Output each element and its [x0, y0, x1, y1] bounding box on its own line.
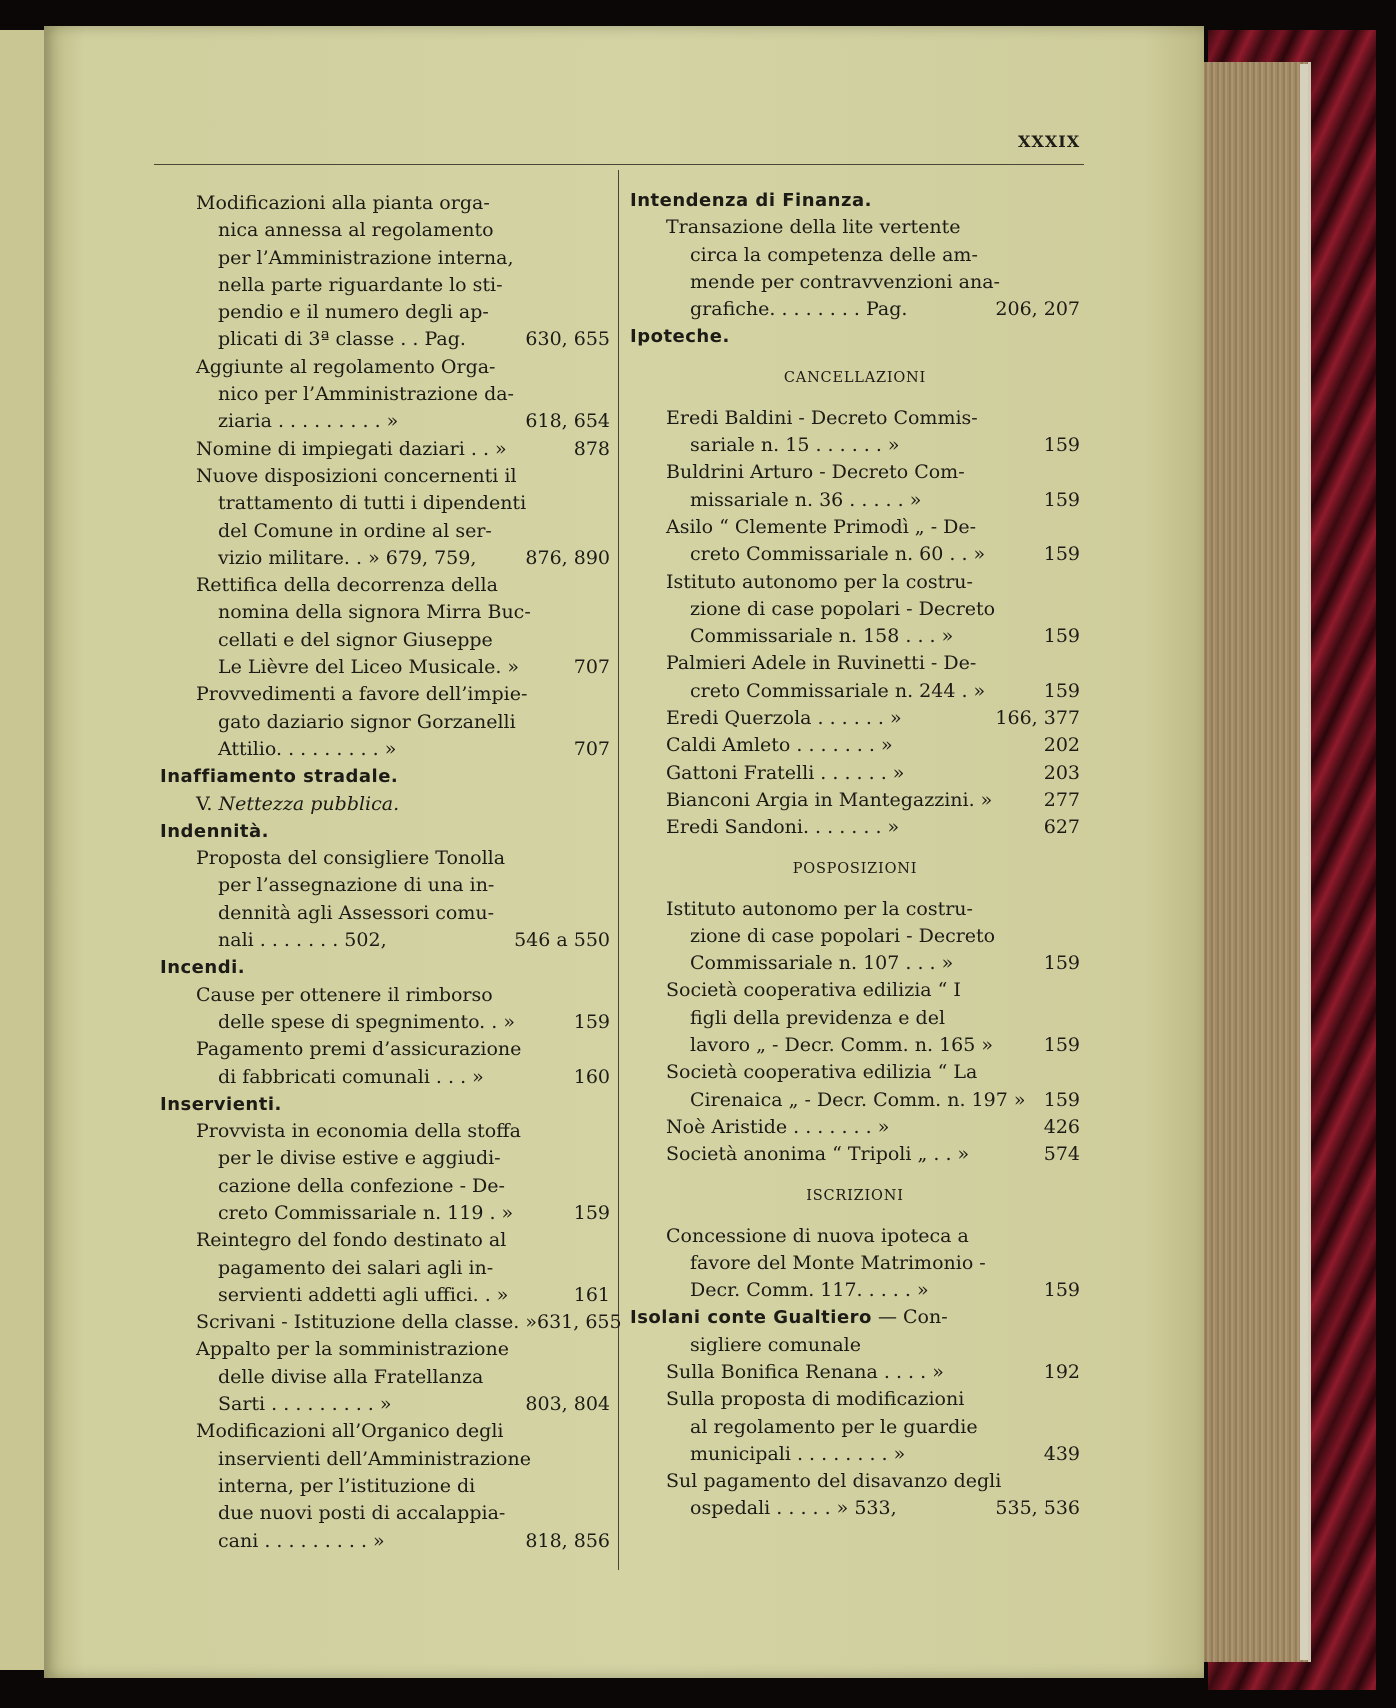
page-ref: 159 [1043, 543, 1080, 566]
index-entry [630, 1114, 1080, 1141]
index-entry [160, 1391, 610, 1418]
column-divider [618, 170, 619, 1570]
entry-text: creto Commissariale n. 60 . . » [690, 543, 986, 566]
index-line: Concessione di nuova ipoteca a [666, 1224, 969, 1247]
entry-text: di fabbricati comunali . . . » [218, 1065, 484, 1088]
index-line: Cause per ottenere il rimborso [196, 983, 493, 1006]
page-ref: 161 [573, 1283, 610, 1306]
page-ref: 159 [1043, 1279, 1080, 1302]
index-entry [160, 654, 610, 681]
index-entry [160, 545, 610, 572]
index-line: nella parte riguardante lo sti- [218, 273, 503, 296]
heading-rest: — Con- [871, 1306, 948, 1329]
entry-text: Sulla Bonifica Renana . . . . » [666, 1360, 944, 1383]
entry-text: Società anonima “ Tripoli „ . . » [666, 1143, 970, 1166]
index-heading [630, 1304, 1080, 1331]
index-heading: Incendi. [160, 957, 246, 979]
page-ref: 159 [1043, 625, 1080, 648]
page-ref: 818, 856 [525, 1529, 610, 1552]
index-entry [630, 678, 1080, 705]
index-entry [160, 1064, 610, 1091]
page-ref: 627 [1043, 816, 1080, 839]
page-edge-highlight [1300, 64, 1308, 1660]
index-heading: Indennità. [160, 820, 269, 842]
page-ref: 535, 536 [995, 1497, 1080, 1520]
index-entry [160, 326, 610, 353]
index-line: Aggiunte al regolamento Orga- [196, 355, 496, 378]
index-line: al regolamento per le guardie [690, 1415, 978, 1438]
index-line: zione di case popolari - Decreto [690, 597, 996, 620]
page-number: XXXIX [1018, 132, 1081, 151]
index-line: Sulla proposta di modificazioni [666, 1388, 965, 1411]
index-entry [160, 1282, 610, 1309]
entry-text: Eredi Querzola . . . . . . » [666, 707, 902, 730]
see-target: Nettezza pubblica. [218, 792, 400, 815]
page-ref: 426 [1043, 1115, 1080, 1138]
entry-text: Commissariale n. 107 . . . » [690, 952, 954, 975]
index-line: per l’Amministrazione interna, [218, 246, 514, 269]
index-entry [630, 1141, 1080, 1168]
entry-text: Cirenaica „ - Decr. Comm. n. 197 » [690, 1088, 1026, 1111]
page-ref: 203 [1043, 761, 1080, 784]
entry-text: Nomine di impiegati daziari . . » [196, 437, 507, 460]
index-line: Transazione della lite vertente [666, 216, 961, 239]
index-entry [630, 487, 1080, 514]
entry-text: Caldi Amleto . . . . . . . » [666, 734, 893, 757]
index-entry [630, 432, 1080, 459]
index-line: Istituto autonomo per la costru- [666, 570, 973, 593]
page-ref: 878 [573, 437, 610, 460]
entry-text: creto Commissariale n. 244 . » [690, 679, 986, 702]
index-line: inservienti dell’Amministrazione [218, 1447, 531, 1470]
page-ref: 803, 804 [525, 1393, 610, 1416]
page-ref: 574 [1043, 1143, 1080, 1166]
index-line: Istituto autonomo per la costru- [666, 897, 973, 920]
page-ref: 707 [573, 656, 610, 679]
page-ref: 546 a 550 [514, 929, 610, 952]
index-line: Palmieri Adele in Ruvinetti - De- [666, 652, 977, 675]
entry-text: ziaria . . . . . . . . . » [218, 410, 399, 433]
entry-text: sariale n. 15 . . . . . . » [690, 434, 900, 457]
index-entry [630, 1277, 1080, 1304]
index-entry [160, 927, 610, 954]
index-line: gato daziario signor Gorzanelli [218, 710, 516, 733]
page-ref: 159 [1043, 1034, 1080, 1057]
page-ref: 159 [1043, 952, 1080, 975]
index-line: Provvedimenti a favore dell’impie- [196, 683, 528, 706]
section-label: POSPOSIZIONI [792, 860, 918, 877]
header-rule [154, 164, 1084, 165]
page-ref: 160 [573, 1065, 610, 1088]
index-line: Reintegro del fondo destinato al [196, 1229, 507, 1252]
entry-text: missariale n. 36 . . . . . » [690, 488, 922, 511]
index-entry [630, 1495, 1080, 1522]
page-ref: 277 [1043, 788, 1080, 811]
index-entry [630, 705, 1080, 732]
index-entry [630, 732, 1080, 759]
index-line: trattamento di tutti i dipendenti [218, 492, 527, 515]
page-ref: 631, 655 [537, 1311, 622, 1334]
entry-text: Scrivani - Istituzione della classe. » [196, 1311, 537, 1334]
entry-text: Sarti . . . . . . . . . » [218, 1393, 392, 1416]
page-ref: 439 [1043, 1442, 1080, 1465]
index-entry [630, 814, 1080, 841]
entry-text: delle spese di spegnimento. . » [218, 1010, 515, 1033]
index-line: per l’assegnazione di una in- [218, 874, 495, 897]
entry-text: grafiche. . . . . . . . Pag. [690, 298, 908, 321]
entry-text: Noè Aristide . . . . . . . » [666, 1115, 890, 1138]
entry-text: Decr. Comm. 117. . . . . » [690, 1279, 929, 1302]
index-line: interna, per l’istituzione di [218, 1474, 476, 1497]
page-ref: 202 [1043, 734, 1080, 757]
entry-text: Gattoni Fratelli . . . . . . » [666, 761, 905, 784]
index-line: Società cooperativa edilizia “ La [666, 1061, 978, 1084]
page-ref: 159 [1043, 434, 1080, 457]
index-line: circa la competenza delle am- [690, 243, 978, 266]
index-entry [630, 1087, 1080, 1114]
index-line: Eredi Baldini - Decreto Commis- [666, 406, 978, 429]
page-ref: 159 [1043, 488, 1080, 511]
index-entry [160, 1528, 610, 1555]
page-ref: 618, 654 [525, 410, 610, 433]
index-entry [630, 541, 1080, 568]
index-line: Modificazioni all’Organico degli [196, 1420, 504, 1443]
index-line: nica annessa al regolamento [218, 219, 494, 242]
index-line: nomina della signora Mirra Buc- [218, 601, 531, 624]
index-line: figli della previdenza e del [690, 1006, 946, 1029]
index-entry [630, 1032, 1080, 1059]
index-line: Pagamento premi d’assicurazione [196, 1038, 522, 1061]
index-entry [160, 1009, 610, 1036]
index-entry [630, 787, 1080, 814]
index-line: Appalto per la somministrazione [196, 1338, 509, 1361]
section-label: ISCRIZIONI [806, 1187, 904, 1204]
page-ref: 159 [1043, 1088, 1080, 1111]
entry-text: Le Lièvre del Liceo Musicale. » [218, 656, 520, 679]
index-line: nico per l’Amministrazione da- [218, 383, 514, 406]
index-entry [630, 1359, 1080, 1386]
index-entry [160, 1200, 610, 1227]
index-line: cellati e del signor Giuseppe [218, 628, 493, 651]
entry-text: creto Commissariale n. 119 . » [218, 1201, 514, 1224]
entry-text: lavoro „ - Decr. Comm. n. 165 » [690, 1034, 994, 1057]
entry-text: Attilio. . . . . . . . . » [218, 737, 397, 760]
page-ref: 630, 655 [525, 328, 610, 351]
index-entry [630, 623, 1080, 650]
entry-text: Commissariale n. 158 . . . » [690, 625, 954, 648]
index-heading: Inaffiamento stradale. [160, 766, 399, 788]
page-edges [1198, 62, 1311, 1662]
entry-text: ospedali . . . . . » 533, [690, 1497, 897, 1520]
index-line: del Comune in ordine al ser- [218, 519, 492, 542]
left-column [160, 190, 622, 1555]
page-ref: 159 [1043, 679, 1080, 702]
page-ref: 159 [573, 1201, 610, 1224]
index-entry [630, 296, 1080, 323]
page-ref: 876, 890 [525, 546, 610, 569]
entry-text: vizio militare. . » 679, 759, [218, 546, 477, 569]
index-entry [630, 760, 1080, 787]
right-column [630, 187, 1080, 1523]
index-line: dennità agli Assessori comu- [218, 901, 495, 924]
index-line: pendio e il numero degli ap- [218, 301, 489, 324]
index-entry [160, 436, 610, 463]
index-entry [630, 1441, 1080, 1468]
index-line: due nuovi posti di accalappia- [218, 1502, 506, 1525]
see-prefix: V. [196, 792, 219, 815]
index-heading: Intendenza di Finanza. [630, 190, 872, 211]
index-line: Sul pagamento del disavanzo degli [666, 1470, 1002, 1493]
index-line: Società cooperativa edilizia “ I [666, 979, 961, 1002]
index-line: cazione della confezione - De- [218, 1174, 505, 1197]
page-ref: 166, 377 [995, 707, 1080, 730]
index-line: per le divise estive e aggiudi- [218, 1147, 501, 1170]
index-line: Modificazioni alla pianta orga- [196, 192, 490, 214]
entry-text: nali . . . . . . . 502, [218, 929, 387, 952]
entry-text: Bianconi Argia in Mantegazzini. » [666, 788, 993, 811]
page-ref: 192 [1043, 1360, 1080, 1383]
index-line: Rettifica della decorrenza della [196, 574, 498, 597]
see-reference [160, 791, 610, 818]
heading-name: Isolani conte Gualtiero [630, 1307, 872, 1329]
entry-text: municipali . . . . . . . . » [690, 1442, 906, 1465]
entry-text: Eredi Sandoni. . . . . . . » [666, 816, 900, 839]
index-line: sigliere comunale [690, 1333, 861, 1356]
entry-text: cani . . . . . . . . . » [218, 1529, 385, 1552]
entry-text: servienti addetti agli uffici. . » [218, 1283, 509, 1306]
index-line: delle divise alla Fratellanza [218, 1365, 484, 1388]
index-entry [160, 1309, 622, 1336]
page-ref: 159 [573, 1010, 610, 1033]
index-line: favore del Monte Matrimonio - [690, 1251, 986, 1274]
index-heading: Ipoteche. [630, 326, 730, 348]
index-heading: Inservienti. [160, 1093, 282, 1115]
section-label: CANCELLAZIONI [783, 369, 927, 386]
index-line: zione di case popolari - Decreto [690, 924, 996, 947]
index-line: Buldrini Arturo - Decreto Com- [666, 461, 965, 484]
index-line: mende per contravvenzioni ana- [690, 270, 1000, 293]
index-line: Proposta del consigliere Tonolla [196, 847, 506, 870]
index-line: Asilo “ Clemente Primodì „ - De- [666, 515, 977, 538]
index-line: Nuove disposizioni concernenti il [196, 464, 517, 487]
index-line: pagamento dei salari agli in- [218, 1256, 494, 1279]
page-ref: 707 [573, 737, 610, 760]
index-entry [160, 408, 610, 435]
page-ref: 206, 207 [995, 298, 1080, 321]
index-line: Provvista in economia della stoffa [196, 1120, 521, 1143]
entry-text: plicati di 3ª classe . . Pag. [218, 328, 466, 351]
index-entry [630, 950, 1080, 977]
index-entry [160, 736, 610, 763]
